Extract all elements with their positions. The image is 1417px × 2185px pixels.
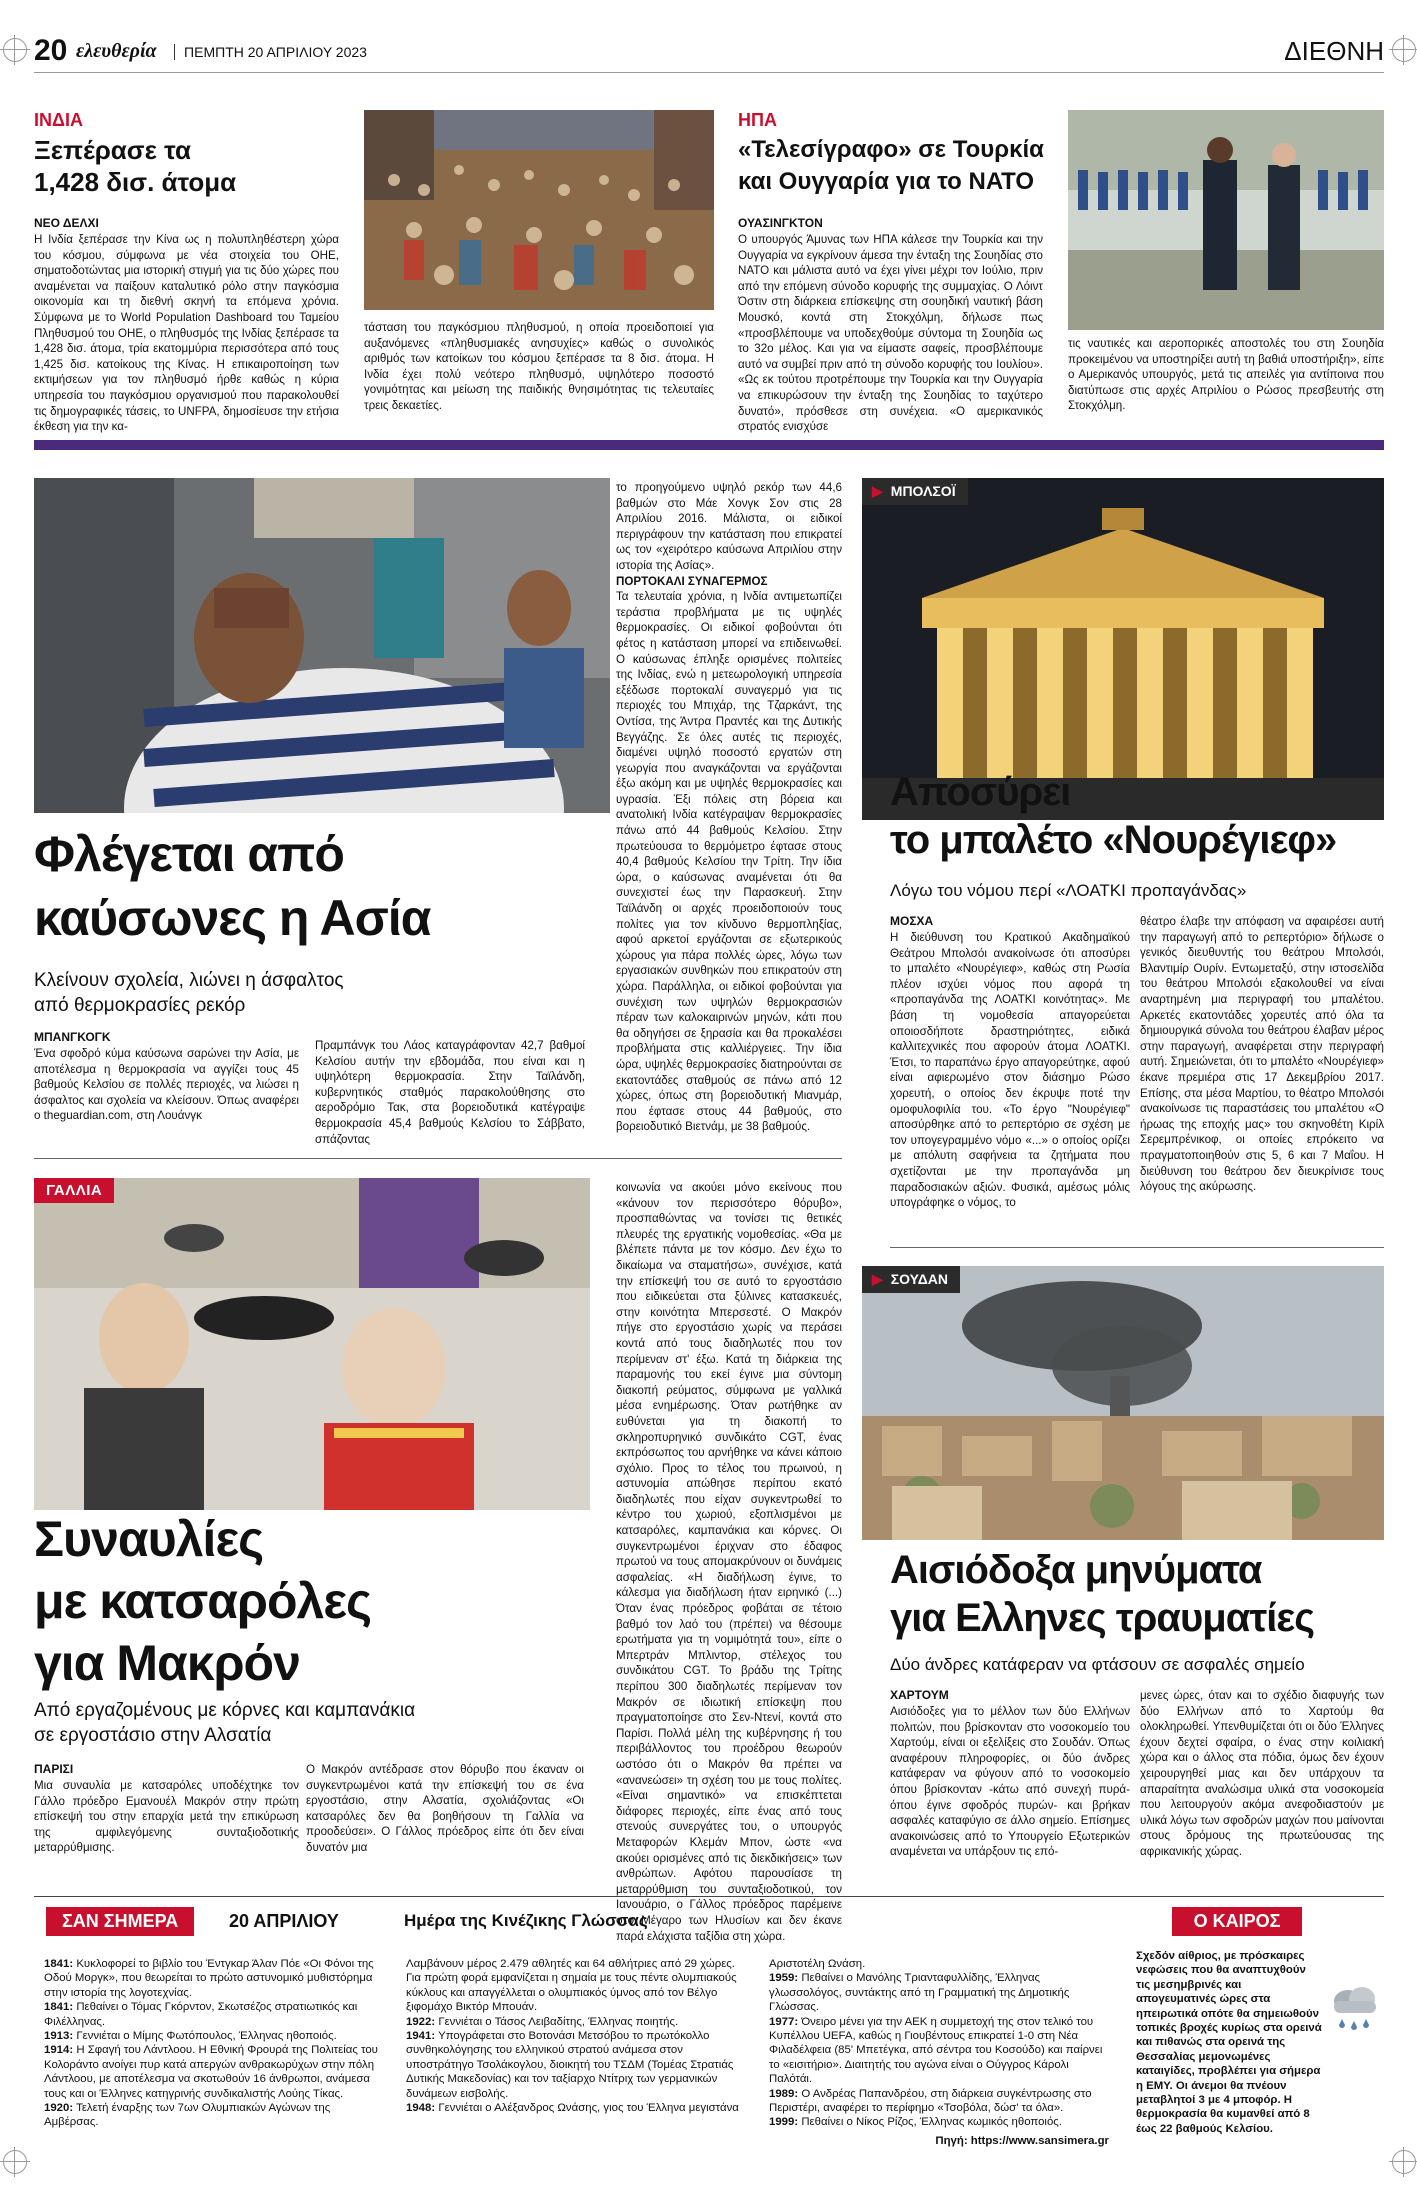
san-simera-day-title: Ημέρα της Κινέζικης Γλώσσας (404, 1911, 648, 1930)
sudan-body-col-1: Αισιόδοξες για το μέλλον των δύο Ελλήνων πολιτών, που βρίσκονταν στο νοσοκομείο του Χαρτούμ, είναι οι εξελίξεις στο Σουδάν. Όπως αναφέρουν πληροφορίες, οι δύο άνδρες κατάφεραν να φύγουν από το νοσοκομείο όπου βρίσκονταν -κάτω από συνεχή πυρά- όπου έγινε σφοδρός πυρών- και βρήκαν ασφαλές καταφύγιο σε άλλο σημείο. Επίσημες ανακοινώσεις από το Υπουργείο Εξωτερικών αναμένεται να υπάρξουν τις επό- (890, 1705, 1130, 1859)
san-simera-entry: 1922: Γεννιέται ο Τάσος Λειβαδίτης, Έλληνας ποιητής. (406, 2015, 679, 2028)
san-simera-entry: 1941: Υπογράφεται στο Βοτονάσι Μετσόβου το πρωτόκολλο συνθηκολόγησης του ελληνικού στρατού ανάμεσα στον υποστράτηγο Τσολάκογλου, διοικητή του ΤΣΔΜ (Τομέας Στρατιάς Δυτικής Μακεδονίας) και τον ταξίαρχο Ντίτριχ των γερμανικών δυνάμεων εισβολής. (406, 2030, 734, 2100)
play-triangle-icon: ▶ (872, 1271, 883, 1287)
masthead-rule (34, 72, 1384, 73)
bolshoi-deck: Λόγω του νόμου περί «ΛΟΑΤΚΙ προπαγάνδας» (890, 881, 1247, 900)
france-deck-line-1: Από εργαζομένους με κόρνες και καμπανάκια (34, 1700, 416, 1721)
bolshoi-body-col-1: Η διεύθυνση του Κρατικού Ακαδημαϊκού Θεάτρου Μπολσόι ανακοίνωσε ότι αποσύρει το μπαλέτο «Νουρέγιεφ», καθώς στη Ρωσία πλέον ισχύει νόμος που αφορά τη «προπαγάνδα της ΛΟΑΤΚΙ κοινότητας». Με βάση τη νομοθεσία απαγορεύεται οποιοσδήποτε δραστηριότητες, ειδικά καλλιτεχνικές που αφορούν άτομα ΛΟΑΤΚΙ. Έτσι, το παραπάνω έργο απαγορεύτηκε, αφού είναι αφιερωμένο στον διάσημο Ρώσο χορευτή, ο οποίος δεν έκρυψε ποτέ την ομοφυλοφιλία του. «Το έργο "Νουρέγιεφ" αποσύρθηκε από το ρεπερτόριο σε σχέση με τον υπογεγραμμένο νόμο «...» ο οποίος ορίζει με απόλυτη σαφήνεια τα ζητήματα που σχετίζονται με την προπαγάνδα μη παραδοσιακών αξιών. Φυσικά, αμέσως μόλις υπογράφηκε ο νόμος, το (890, 931, 1130, 1210)
heatwave-bottom-rule (34, 1158, 842, 1159)
heatwave-body-col-3-text-b: Τα τελευταία χρόνια, η Ινδία αντιμετωπίζει τεράστια προβλήματα με τις υψηλές θερμοκρασίες. Οι ειδικοί φοβούνται ότι φέτος η κατάσταση μπορεί να επιδεινωθεί. Ο καύσωνας έπληξε ορισμένες πολιτείες της Ινδίας, ενώ η μετεωρολογική υπηρεσία εξέδωσε πορτοκαλί συναγερμό για τις περιοχές του Μπιχάρ, της Τζαρκάντ, της Οντίσα, της Άντρα Πραντές και της Δυτικής Βεγγάζης. Σε όλες αυτές τις περιοχές, διαμένει υψηλό ποσοστό εργατών στη γεωργία που αναγκάζονται να εργάζονται έξω ακόμη και με υψηλές θερμοκρασίες και υγρασία. Έξι πόλεις στη βόρεια και ανατολική Ινδία κατέγραψαν θερμοκρασίες πάνω από 44 βαθμούς Κελσίου. Στην πρωτεύουσα το θερμόμετρο έφτασε στους 40,4 βαθμούς Κελσίου την Τρίτη. Την ίδια ώρα, ο καύσωνας αναμένεται ότι θα συνεχιστεί έως την Παρασκευή. Στην Ταϊλάνδη οι αρχές προειδοποιούν τους πολίτες για τον κίνδυνο θερμοπληξίας, αφού αρκετοί εργάζονται σε εξωτερικούς χώρους για πάρα πολλές ώρες, λόγω των εργασιακών συνθηκών που επικρατούν στη χώρα. Παράλληλα, οι ειδικοί φοβούνται για συνέχιση των υψηλών θερμοκρασιών πέραν των καλοκαιρινών μηνών, κάτι που θα οδηγήσει σε ξηρασία και θα προκαλέσει προβλήματα στις καλλιέργειες. Την ίδια ώρα, υψηλές θερμοκρασίες διατηρούνται σε εκατοντάδες σταθμούς σε πάνω από 12 χώρες, όπως στη βορειοδυτική Μιανμάρ, που έφτασε στους 44 βαθμούς, στο βορειοδυτικό Βιετνάμ, με 38 βαθμούς. (616, 590, 842, 1134)
san-simera-entry: 1914: Η Σφαγή του Λάντλοου. Η Εθνική Φρουρά της Πολιτείας του Κολοράντο ανοίγει πυρ κατά απεργών ανθρακωρύχων στην πόλη Λάντλοου, με αποτέλεσμα να σκοτωθούν 16 άνθρωποι, ανάμεσα τους και οι Έλληνες κατηγρινής συνδικαλιστής Λούης Τίκας. (44, 2044, 378, 2100)
sudan-smoke-photo (862, 1266, 1384, 1540)
heatwave-deck-line-2: από θερμοκρασίες ρεκόρ (34, 995, 246, 1016)
france-headline-line-1: Συναυλίες (34, 1511, 264, 1567)
heatwave-body-col-2: Πραμπάνγκ του Λάος καταγράφονταν 42,7 βαθμοί Κελσίου αυτήν την εβδομάδα, που είναι και η υψηλότερη θερμοκρασία. Στην Ταϊλάνδη, κυβερνητικός σταθμός παρακολούθησης στο αεροδρόμιο Τακ, στα βορειοδυτικά κατέγραψε θερμοκρασία 45,4 βαθμούς Κελσίου το Σάββατο, σπάζοντας (315, 1039, 585, 1146)
san-simera-entry: 1841: Κυκλοφορεί το βιβλίο του Έντγκαρ Άλαν Πόε «Οι Φόνοι της Οδού Μοργκ», που θεωρείται το πρώτο αστυνομικό μυθιστόρημα στην ιστορία της λογοτεχνίας. (44, 1958, 374, 1999)
san-simera-label: ΣΑΝ ΣΗΜΕΡΑ (46, 1907, 194, 1936)
france-body-col-1: Μια συναυλία με κατσαρόλες υποδέχτηκε τον Γάλλο πρόεδρο Εμανουέλ Μακρόν στην πρώτη επίσκεψή του στην επαρχία μετά την επικύρωση της αμφιλεγόμενης συνταξιοδοτικής μεταρρύθμισης. (34, 1779, 299, 1855)
sudan-headline (890, 1546, 1384, 1642)
heatwave-deck-line-1: Κλείνουν σχολεία, λιώνει η άσφαλτος (34, 970, 344, 991)
sudan-tag-label: ΣΟΥΔΑΝ (890, 1271, 949, 1287)
bolshoi-bottom-rule (890, 1247, 1384, 1248)
usa-kicker: ΗΠΑ (738, 110, 777, 130)
austin-navy-base-photo (1068, 110, 1384, 330)
sudan-headline-line-2: για Ελληνες τραυματίες (890, 1596, 1315, 1640)
heatwave-man-photo (34, 478, 610, 813)
san-simera-header (34, 1907, 1124, 1937)
bolshoi-dateline: ΜΟΣΧΑ (890, 914, 934, 928)
bolshoi-body-col-2: θέατρο έλαβε την απόφαση να αφαιρέσει αυτή την παραγωγή από το ρεπερτόριο» δήλωσε ο γενικός διευθυντής του θεάτρου Μπολσόι, Βλαντιμίρ Ουρίν. Εντωμεταξύ, στην ιστοσελίδα του θεάτρου Μπολσόι εξακολουθεί να είναι αναρτημένη μια περιγραφή του μπαλέτου. Αρκετές εκατοντάδες χορευτές από όλα τα δημιουργικά σύνολα του θεάτρου έλαβαν μέρος στην παραγωγή, αναφέρεται στην περιγραφή αυτή. Σημειώνεται, ότι το μπαλέτο «Νουρέγιεφ» έκανε πρεμιέρα στις 17 Δεκεμβρίου 2017. Επίσης, στα μέσα Μαρτίου, το θέατρο Μπολσόι ανακοίνωσε τις παραστάσεις του μπαλέτου «Ο ήρωας της εποχής μας» του σκηνοθέτη Κιρίλ Σερεμπρένικοφ, οι οποίες επρόκειτο να πραγματοποιηθούν στις 5, 6 και 7 Μαΐου. Η διεύθυνση του θεάτρου δεν διευκρίνισε τους λόγους της ακύρωσης. (1140, 915, 1384, 1194)
heatwave-headline (34, 822, 610, 950)
india-body-right: τάσταση του παγκόσμιου πληθυσμού, η οποία προειδοποιεί για αυξανόμενες «πληθυσμιακές ανησυχίες» καθώς ο συνολικός αριθμός των κατοίκων του κόσμου ξεπέρασε τα 8 δισ. άτομα. Η Ινδία έχει πολύ νεότερο πληθυσμό, υψηλότερο ποσοστό γονιμότητας και μείωση της παιδικής θνησιμότητας τις τελευταίες τρεις δεκαετίες. (364, 321, 714, 412)
usa-story (738, 110, 1384, 434)
sudan-body-col-2: μενες ώρες, όταν και το σχέδιο διαφυγής των δύο Ελλήνων από το Χαρτούμ θα ολοκληρωθεί. Υπενθυμίζεται ότι οι δύο Έλληνες έχουν δεχτεί σφαίρα, ο ένας στην κοιλιακή χώρα και ο άλλος στα πόδια, όμως δεν έχουν χειρουργηθεί μιας και δεν υπάρχουν τα απαραίτητα αναλώσιμα υλικά στα νοσοκομεία που λειτουργούν ακόμα ανεφοδιαστούν με υλικά λόγω των σφοδρών μαχών που μαίνονται στους δρόμους της πρωτεύουσας της αφρικανικής χώρας. (1140, 1689, 1384, 1858)
sudan-deck: Δύο άνδρες κατάφεραν να φτάσουν σε ασφαλές σημείο (890, 1655, 1305, 1674)
san-simera-source: Πηγή: https://www.sansimera.gr (935, 2134, 1109, 2147)
india-headline (34, 134, 236, 198)
usa-body-left: Ο υπουργός Άμυνας των ΗΠΑ κάλεσε την Τουρκία και την Ουγγαρία να εγκρίνουν άμεσα την ένταξη της Σουηδίας στο ΝΑΤΟ και μάλιστα αυτό να έχει γίνει μέχρι τον Ιούλιο, πριν από την επόμενη σύνοδο κορυφής της συμμαχίας. Ο Λόιντ Όστιν στη διάρκεια επίσκεψης στη σουηδική ναυτική βάση Μουσκό, κοντά στη Στοκχόλμη, δήλωσε πως «προσβλέπουμε να υποδεχθούμε σύντομα τη Σουηδία ως το 32ο μέλος. Και για να είμαστε σαφείς, προσβλέπουμε αυτό να συμβεί πριν από τη σύνοδο κορυφής του Ιουλίου». «Ως εκ τούτου προτρέπουμε την Τουρκία και την Ουγγαρία να επικυρώσουν την ένταξη της Σουηδίας το ταχύτερο δυνατό», πρόσθεσε στη συνέχεια. «Ο αμερικανικός στρατός ενισχύσε (738, 233, 1043, 434)
heatwave-headline-line-2: καύσωνες η Ασία (34, 890, 431, 946)
san-simera-date: 20 ΑΠΡΙΛΙΟΥ (229, 1911, 339, 1931)
heatwave-deck (34, 968, 610, 1018)
masthead-divider (174, 44, 175, 60)
paper-name: ελευθερία (76, 40, 157, 62)
issue-date: ΠΕΜΠΤΗ 20 ΑΠΡΙΛΙΟΥ 2023 (184, 44, 367, 60)
heatwave-headline-line-1: Φλέγεται από (34, 826, 344, 882)
france-body-col-3: κοινωνία να ακούει μόνο εκείνους που «κάνουν τον περισσότερο θόρυβο», προσπαθώντας να τονίσει τις θετικές πλευρές της εργατικής νομοθεσίας. «Θα με βλέπετε πάντα με τον κόσμο. Δεν έχω το δικαίωμα να σταματήσω», συνέχισε, κατά την επίσκεψή του σε αυτό το εργοστάσιο που ειδικεύεται στα ξύλινες κατασκευές, στην κοινότητα Μπερσεστέ. Ο Μακρόν πήγε στο εργοστάσιο χωρίς να περάσει κοντά από τους διαδηλωτές που τον περίμεναν στ' έξω. Κατά τη διάρκεια της παραμονής του εκεί έγινε μια σύντομη διακοπή ρεύματος, σύμφωνα με γαλλικά μέσα ενημέρωσης. Όταν ρωτήθηκε αν ευθύνεται για τη διακοπή το σκληροπυρηνικό συνδικάτο CGT, ένας εκπρόσωπος του αρνήθηκε να κάνει κάποιο σχόλιο. Προς το τέλος του πρωινού, η αστυνομία απώθησε περίπου εκατό διαδηλωτές που είχαν συγκεντρωθεί το κέντρο του χωριού, εξοπλισμένοι με κατσαρόλες, καμπανάκια και κόρνες. Οι συγκεντρωμένοι έριχναν στο έδαφος πρωτού να τους απομακρύνουν οι δυνάμεις ασφαλείας. «Η διαδήλωση έγινε, το κάλεσμα για διαδήλωση ήταν ειρηνικό (...) Όταν ένας πρόεδρος φοβάται σε τέτοιο βαθμό τον λαό του (πρέπει) να θέσουμε ερωτήματα για τη νομιμότητά του», είπε ο Μπερτράν Μπλιντορ, στέλεχος του συνδικάτου CGT. Το βράδυ της Τρίτης περίπου 300 διαδηλωτές περίμεναν τον Μακρόν σε ιδιωτική επίσκεψη που πραγματοποίησε στο Σεν-Ντενί, κοντά στο Παρίσι. Πολλά μέλη της κυβέρνησης ή του περιβάλλοντος του προέδρου θεωρούν ωστόσο ότι ο Μακρόν θα πρέπει να «ανανεώσει» τη σχέση του με τους πολίτες. «Είναι σημαντικό» να επισκέπτεται διάφορες περιοχές, είπε ένας από τους στενούς συνεργάτες του, ο υπουργός Μεταφορών Κλεμάν Μπον, ώστε «να ακούει ορισμένες από τις διεκδικήσεις» των ανθρώπων. Αφότου παρουσίασε τη μεταρρύθμιση του συνταξιοδοτικού, τον Ιανουάριο, ο Γάλλος πρόεδρος παρέμεινε στο Μέγαρο των Ηλυσίων και δεν έκανε παρά ελάχιστα ταξίδια στη χώρα. (616, 1181, 842, 1943)
san-simera-col-3 (769, 1957, 1109, 2148)
section-band (34, 440, 1384, 450)
san-simera-entry: 1841: Πεθαίνει ο Τόμας Γκόρντον, Σκωτσέζος στρατιωτικός και Φιλέλληνας. (44, 2001, 358, 2028)
usa-headline-line-1: «Τελεσίγραφο» σε Τουρκία (738, 136, 1044, 163)
france-protest-photo (34, 1178, 590, 1510)
san-simera-col-1 (44, 1957, 384, 2130)
france-tag: ΓΑΛΛΙΑ (34, 1178, 114, 1203)
france-dateline: ΠΑΡΙΣΙ (34, 1762, 74, 1776)
san-simera-entry: 1913: Γεννιέται ο Μίμης Φωτόπουλος, Έλληνας ηθοποιός. (44, 2030, 337, 2043)
france-headline (34, 1508, 590, 1694)
india-dateline: ΝΕΟ ΔΕΛΧΙ (34, 216, 99, 230)
san-simera-entry: 1999: Πεθαίνει ο Νίκος Ρίζος, Έλληνας κωμικός ηθοποιός. (769, 2116, 1062, 2129)
sudan-dateline: ΧΑΡΤΟΥΜ (890, 1688, 949, 1702)
india-story (34, 110, 714, 434)
san-simera-entry: Λαμβάνουν μέρος 2.479 αθλητές και 64 αθλήτριες από 29 χώρες. Για πρώτη φορά εμφανίζεται η σημαία με τους πέντε ολυμπιακούς κύκλους και απαγγέλλεται ο ολυμπιακός ύμνος από τον Βέλγο ξιφομάχο Βικτόρ Μπουάν. (406, 1958, 737, 2014)
san-simera-entry: 1959: Πεθαίνει ο Μανόλης Τριανταφυλλίδης, Έλληνας γλωσσολόγος, συντάκτης από τη Γραμματική της Δημοτικής Γλώσσας. (769, 1972, 1070, 2014)
bolshoi-tag (862, 478, 968, 505)
play-triangle-icon: ▶ (872, 483, 883, 499)
san-simera-entry: 1948: Γεννιέται ο Αλέξανδρος Ωνάσης, γιος του Έλληνα μεγιστάνα (406, 2102, 739, 2115)
heatwave-body-col-3 (616, 480, 842, 1135)
france-body-col-2: Ο Μακρόν αντέδρασε στον θόρυβο που έκαναν οι συγκεντρωμένοι κατά την επίσκεψή του σε ένα εργοστάσιο, στην Αλσατία, σχολιάζοντας «Οι κατσαρόλες δεν θα βοηθήσουν τη Γαλλία να προοδεύσει». Ο Γάλλος πρόεδρος είπε ότι δεν είναι δυνατόν μια (306, 1763, 584, 1854)
bolshoi-headline (890, 768, 1384, 864)
registration-mark-bottom-right (1392, 2150, 1416, 2174)
heatwave-body-col-3-text-a: το προηγούμενο υψηλό ρεκόρ των 44,6 βαθμών στο Μάε Χονγκ Σον στις 28 Απριλίου 2016. Μάλιστα, οι ειδικοί περιγράφουν την κατάσταση που επικρατεί ως τον «χειρότερο καύσωνα Απριλίου στην ιστορία της Ασίας». (616, 481, 842, 572)
usa-body-right: τις ναυτικές και αεροπορικές αποστολές του στη Σουηδία προκειμένου να υποστηρίξει αυτή τη βαθιά υποστήριξη», είπε ο Αμερικανός υπουργός, μετά τις απειλές για αντίποινα που διατύπωσε στις αρχές Απριλίου ο Ρώσος πρεσβευτής στη Στοκχόλμη. (1068, 337, 1384, 413)
sudan-tag (862, 1266, 960, 1293)
usa-dateline: ΟΥΑΣΙΝΓΚΤΟΝ (738, 216, 823, 230)
bolshoi-tag-label: ΜΠΟΛΣΟΪ (890, 483, 956, 499)
heatwave-body-col-1: Ένα σφοδρό κύμα καύσωνα σαρώνει την Ασία, με αποτέλεσμα η θερμοκρασία να αγγίζει τους 45 βαθμούς Κελσίου σε πολλές περιοχές, να λιώσει η άσφαλτος και σχολεία να κλείσουν. Όπως αναφέρει ο theguardian.com, στη Λουάνγκ (34, 1047, 299, 1123)
bolshoi-headline-line-2: το μπαλέτο «Νουρέγιεφ» (890, 818, 1337, 862)
weather-box (1136, 1903, 1384, 2135)
masthead (34, 34, 1384, 74)
registration-mark-top-right (1392, 38, 1416, 62)
page-number: 20 (34, 34, 68, 67)
france-headline-line-2: με κατσαρόλες (34, 1573, 372, 1629)
registration-mark-bottom-left (3, 2150, 27, 2174)
bolshoi-headline-line-1: Αποσύρει (890, 770, 1071, 814)
france-headline-line-3: για Μακρόν (34, 1635, 300, 1691)
heatwave-subhead: ΠΟΡΤΟΚΑΛΙ ΣΥΝΑΓΕΡΜΟΣ (616, 574, 768, 588)
section-name: ΔΙΕΘΝΗ (1284, 36, 1384, 66)
india-body-left: Η Ινδία ξεπέρασε την Κίνα ως η πολυπληθέστερη χώρα του κόσμου, σύμφωνα με νέα στοιχεία του ΟΗΕ, σηματοδοτώντας μια ιστορική στιγμή για τις δύο χώρες που αναμένεται να παίξουν καταλυτικό ρόλο στην παγκόσμια οικονομία και τη διεθνή σκηνή τα επόμενα χρόνια. Σύμφωνα με το World Population Dashboard του Ταμείου Πληθυσμού του ΟΗΕ, ο πληθυσμός της Ινδίας ξεπέρασε τα 1,428 δισ. άτομα, τρία εκατομμύρια περισσότερα από τους 1,425 δισ. κατοίκους της Κίνας. Η επικαιροποίηση των εκτιμήσεων για τον πληθυσμό ήρθε καθώς η κύρια υπηρεσία του παγκόσμιου οργανισμού που παρακολουθεί τις δημογραφικές τάσεις, το UNFPA, δημοσίευσε την ετήσια έκθεση για την κα- (34, 233, 339, 434)
sudan-headline-line-1: Αισιόδοξα μηνύματα (890, 1548, 1262, 1592)
registration-mark-top-left (3, 38, 27, 62)
india-crowd-photo (364, 110, 714, 310)
india-kicker: ΙΝΔΙΑ (34, 110, 83, 130)
san-simera-entry: 1920: Τελετή έναρξης των 7ων Ολυμπιακών Αγώνων της Αμβέρσας. (44, 2102, 331, 2129)
france-deck (34, 1698, 594, 1748)
usa-headline-line-2: και Ουγγαρία για το ΝΑΤΟ (738, 168, 1035, 195)
weather-text: Σχεδόν αίθριος, με πρόσκαιρες νεφώσεις που θα αναπτυχθούν τις μεσημβρινές και απογευματινές ώρες στα ηπειρωτικά οπότε θα σημειωθούν τοπικές βροχές κυρίως στα ορεινά και πιθανώς στα ορεινά της Θεσσαλίας μεμονωμένες καταιγίδες, προβλέπει για σήμερα η ΕΜΥ. Οι άνεμοι θα πνέουν μεταβλητοί 3 με 4 μποφόρ. Η θερμοκρασία θα κυμανθεί από 8 έως 22 βαθμούς Κελσίου. (1136, 1950, 1322, 2135)
france-deck-line-2: σε εργοστάσιο στην Αλσατία (34, 1725, 272, 1746)
cloud-rain-icon (1324, 1979, 1384, 2039)
usa-headline (738, 134, 1044, 198)
bottom-strip (34, 1896, 1384, 2147)
heatwave-dateline: ΜΠΑΝΓΚΟΓΚ (34, 1030, 111, 1044)
san-simera-col-2 (406, 1957, 746, 2115)
weather-label: Ο ΚΑΙΡΟΣ (1172, 1907, 1302, 1936)
san-simera-entry: Αριστοτέλη Ωνάση. (769, 1958, 866, 1970)
san-simera-entry: 1977: Όνειρο μένει για την ΑΕΚ η συμμετοχή της στον τελικό του Κυπέλλου UEFA, καθώς η Γιουβέντους επικρατεί 1-0 στη Νέα Φιλαδέλφεια (85' Μπετέγκα, από σέντρα του Κοσούδο) και παίρνει το «εισιτήριο». Διαιτητής του αγώνα είναι ο Ούγγρος Κάρολι Παλότάι. (769, 2015, 1103, 2086)
india-headline-line-1: Ξεπέρασε τα (34, 135, 191, 165)
india-headline-line-2: 1,428 δισ. άτομα (34, 167, 237, 197)
san-simera-entry: 1989: Ο Ανδρέας Παπανδρέου, στη διάρκεια συγκέντρωσης στο Περιστέρι, αναφέρει το περίφημο «Τσοβόλα, δώσ' τα όλα». (769, 2087, 1092, 2115)
